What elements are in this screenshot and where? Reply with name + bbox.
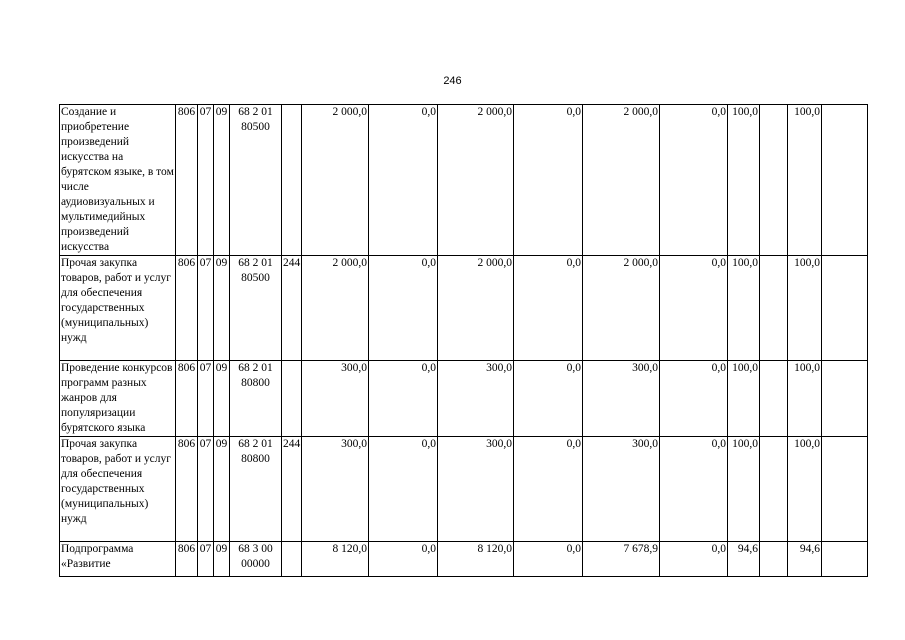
row-name: Прочая закупка товаров, работ и услуг для обеспечения государственных (муниципальных) нужд [60, 256, 176, 361]
cell-rz: 07 [198, 437, 214, 542]
cell-sum3: 2 000,0 [438, 256, 514, 361]
cell-sum2: 0,0 [369, 256, 438, 361]
cell-ved: 806 [176, 361, 198, 437]
cell-pct4 [822, 361, 868, 437]
cell-ved: 806 [176, 105, 198, 256]
cell-sum1: 300,0 [302, 361, 369, 437]
cell-pct4 [822, 105, 868, 256]
cell-sum6: 0,0 [660, 256, 728, 361]
cell-pct2 [760, 105, 788, 256]
cell-ved: 806 [176, 437, 198, 542]
cell-sum6: 0,0 [660, 542, 728, 577]
cell-pr: 09 [214, 542, 230, 577]
cell-sum5: 2 000,0 [583, 105, 660, 256]
cell-sum5: 300,0 [583, 361, 660, 437]
page-number: 246 [443, 75, 462, 87]
cell-sum1: 300,0 [302, 437, 369, 542]
row-name: Прочая закупка товаров, работ и услуг для обеспечения государственных (муниципальных) нужд [60, 437, 176, 542]
cell-pct3: 100,0 [788, 256, 822, 361]
cell-rz: 07 [198, 542, 214, 577]
table-row [60, 105, 868, 256]
cell-pct3: 94,6 [788, 542, 822, 577]
cell-sum3: 300,0 [438, 361, 514, 437]
row-name: Подпрограмма «Развитие [60, 542, 176, 577]
table-row [60, 256, 868, 361]
cell-sum3: 300,0 [438, 437, 514, 542]
cell-pct2 [760, 437, 788, 542]
table-row [60, 437, 868, 542]
cell-csr: 68 2 01 80500 [230, 105, 282, 256]
cell-pct4 [822, 437, 868, 542]
cell-csr: 68 3 00 00000 [230, 542, 282, 577]
table-row [60, 361, 868, 437]
cell-pct2 [760, 542, 788, 577]
cell-sum5: 300,0 [583, 437, 660, 542]
cell-pct3: 100,0 [788, 361, 822, 437]
cell-vr: 244 [282, 437, 302, 542]
cell-vr: 244 [282, 256, 302, 361]
cell-ved: 806 [176, 542, 198, 577]
cell-sum6: 0,0 [660, 105, 728, 256]
cell-sum5: 2 000,0 [583, 256, 660, 361]
cell-csr: 68 2 01 80500 [230, 256, 282, 361]
row-name: Проведение конкурсов программ разных жанров для популяризации бурятского языка [60, 361, 176, 437]
cell-sum1: 8 120,0 [302, 542, 369, 577]
cell-csr: 68 2 01 80800 [230, 437, 282, 542]
budget-table [59, 104, 868, 577]
cell-sum1: 2 000,0 [302, 105, 369, 256]
cell-pct3: 100,0 [788, 105, 822, 256]
cell-sum4: 0,0 [514, 256, 583, 361]
cell-pct2 [760, 361, 788, 437]
cell-sum4: 0,0 [514, 105, 583, 256]
cell-pr: 09 [214, 361, 230, 437]
cell-pct1: 100,0 [728, 256, 760, 361]
cell-pct1: 100,0 [728, 361, 760, 437]
cell-sum5: 7 678,9 [583, 542, 660, 577]
cell-sum3: 8 120,0 [438, 542, 514, 577]
cell-pct4 [822, 542, 868, 577]
cell-rz: 07 [198, 256, 214, 361]
cell-sum2: 0,0 [369, 105, 438, 256]
cell-rz: 07 [198, 361, 214, 437]
cell-vr [282, 542, 302, 577]
cell-sum2: 0,0 [369, 542, 438, 577]
cell-sum1: 2 000,0 [302, 256, 369, 361]
row-name: Создание и приобретение произведений искусства на бурятском языке, в том числе аудиовизуальных и мультимедийных произведений искусства [60, 105, 176, 256]
cell-sum2: 0,0 [369, 437, 438, 542]
cell-rz: 07 [198, 105, 214, 256]
table-row [60, 542, 868, 577]
cell-pr: 09 [214, 437, 230, 542]
cell-pct2 [760, 256, 788, 361]
cell-pct4 [822, 256, 868, 361]
cell-ved: 806 [176, 256, 198, 361]
cell-vr [282, 361, 302, 437]
cell-pr: 09 [214, 256, 230, 361]
cell-sum3: 2 000,0 [438, 105, 514, 256]
cell-pct1: 100,0 [728, 437, 760, 542]
cell-sum6: 0,0 [660, 437, 728, 542]
cell-sum6: 0,0 [660, 361, 728, 437]
cell-pct1: 94,6 [728, 542, 760, 577]
cell-pr: 09 [214, 105, 230, 256]
cell-vr [282, 105, 302, 256]
cell-sum4: 0,0 [514, 361, 583, 437]
cell-sum2: 0,0 [369, 361, 438, 437]
cell-csr: 68 2 01 80800 [230, 361, 282, 437]
cell-pct3: 100,0 [788, 437, 822, 542]
cell-sum4: 0,0 [514, 437, 583, 542]
cell-sum4: 0,0 [514, 542, 583, 577]
cell-pct1: 100,0 [728, 105, 760, 256]
